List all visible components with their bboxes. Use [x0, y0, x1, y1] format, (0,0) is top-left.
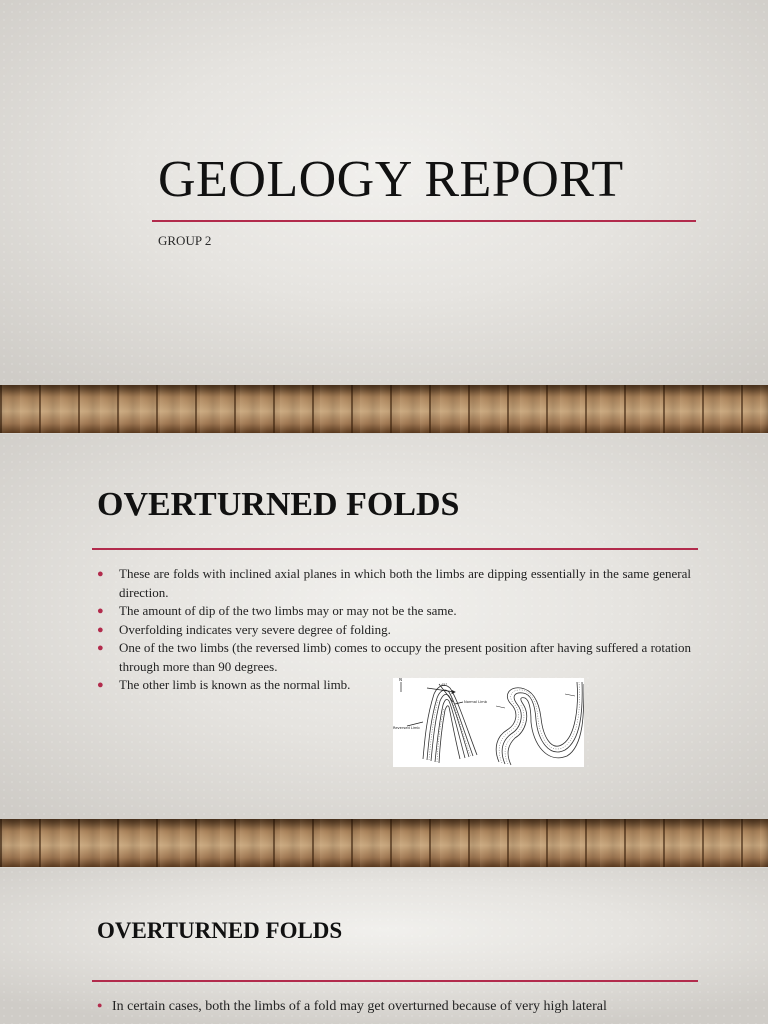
bullet-dot-icon: ●: [97, 568, 104, 580]
slide-heading: OVERTURNED FOLDS: [97, 486, 460, 523]
heading-divider: [92, 980, 698, 982]
svg-text:45°: 45°: [441, 683, 448, 687]
svg-text:N: N: [399, 678, 402, 682]
bullet-item: ● One of the two limbs (the reversed limb) comes to occupy the present position after having suffered a rotation through more than 90 degrees.: [97, 640, 691, 674]
report-title: GEOLOGY REPORT: [158, 151, 624, 208]
bullet-dot-icon: ●: [97, 605, 104, 617]
bullet-item: ● In certain cases, both the limbs of a fold may get overturned because of very high lateral: [97, 999, 607, 1014]
bullet-list: [97, 999, 697, 1015]
title-divider: [152, 220, 696, 222]
heading-divider: [92, 548, 698, 550]
bullet-item: ● Overfolding indicates very severe degree of folding.: [97, 621, 691, 640]
title-slide: [0, 0, 768, 433]
bullet-item: ● These are folds with inclined axial planes in which both the limbs are dipping essentially in the same general direction.: [97, 566, 691, 600]
normal-limb-label: Normal Limb: [464, 700, 487, 704]
content-slide-overturned-folds-continued: [0, 868, 768, 1024]
bullet-dot-icon: ●: [97, 623, 104, 636]
content-slide-overturned-folds: [0, 434, 768, 867]
report-subtitle: GROUP 2: [158, 233, 212, 248]
overturned-fold-diagram: [393, 678, 584, 767]
bullet-item: ● The amount of dip of the two limbs may or may not be the same.: [97, 602, 691, 621]
bullet-dot-icon: ●: [97, 679, 104, 691]
bullet-item: ● The other limb is known as the normal limb.: [97, 676, 691, 695]
bullet-dot-icon: ●: [97, 1000, 103, 1010]
reversed-limb-label: Reversed Limb: [393, 726, 420, 730]
bullet-dot-icon: ●: [97, 642, 104, 654]
slide-heading: OVERTURNED FOLDS: [97, 918, 343, 943]
bullet-list: [97, 565, 691, 695]
